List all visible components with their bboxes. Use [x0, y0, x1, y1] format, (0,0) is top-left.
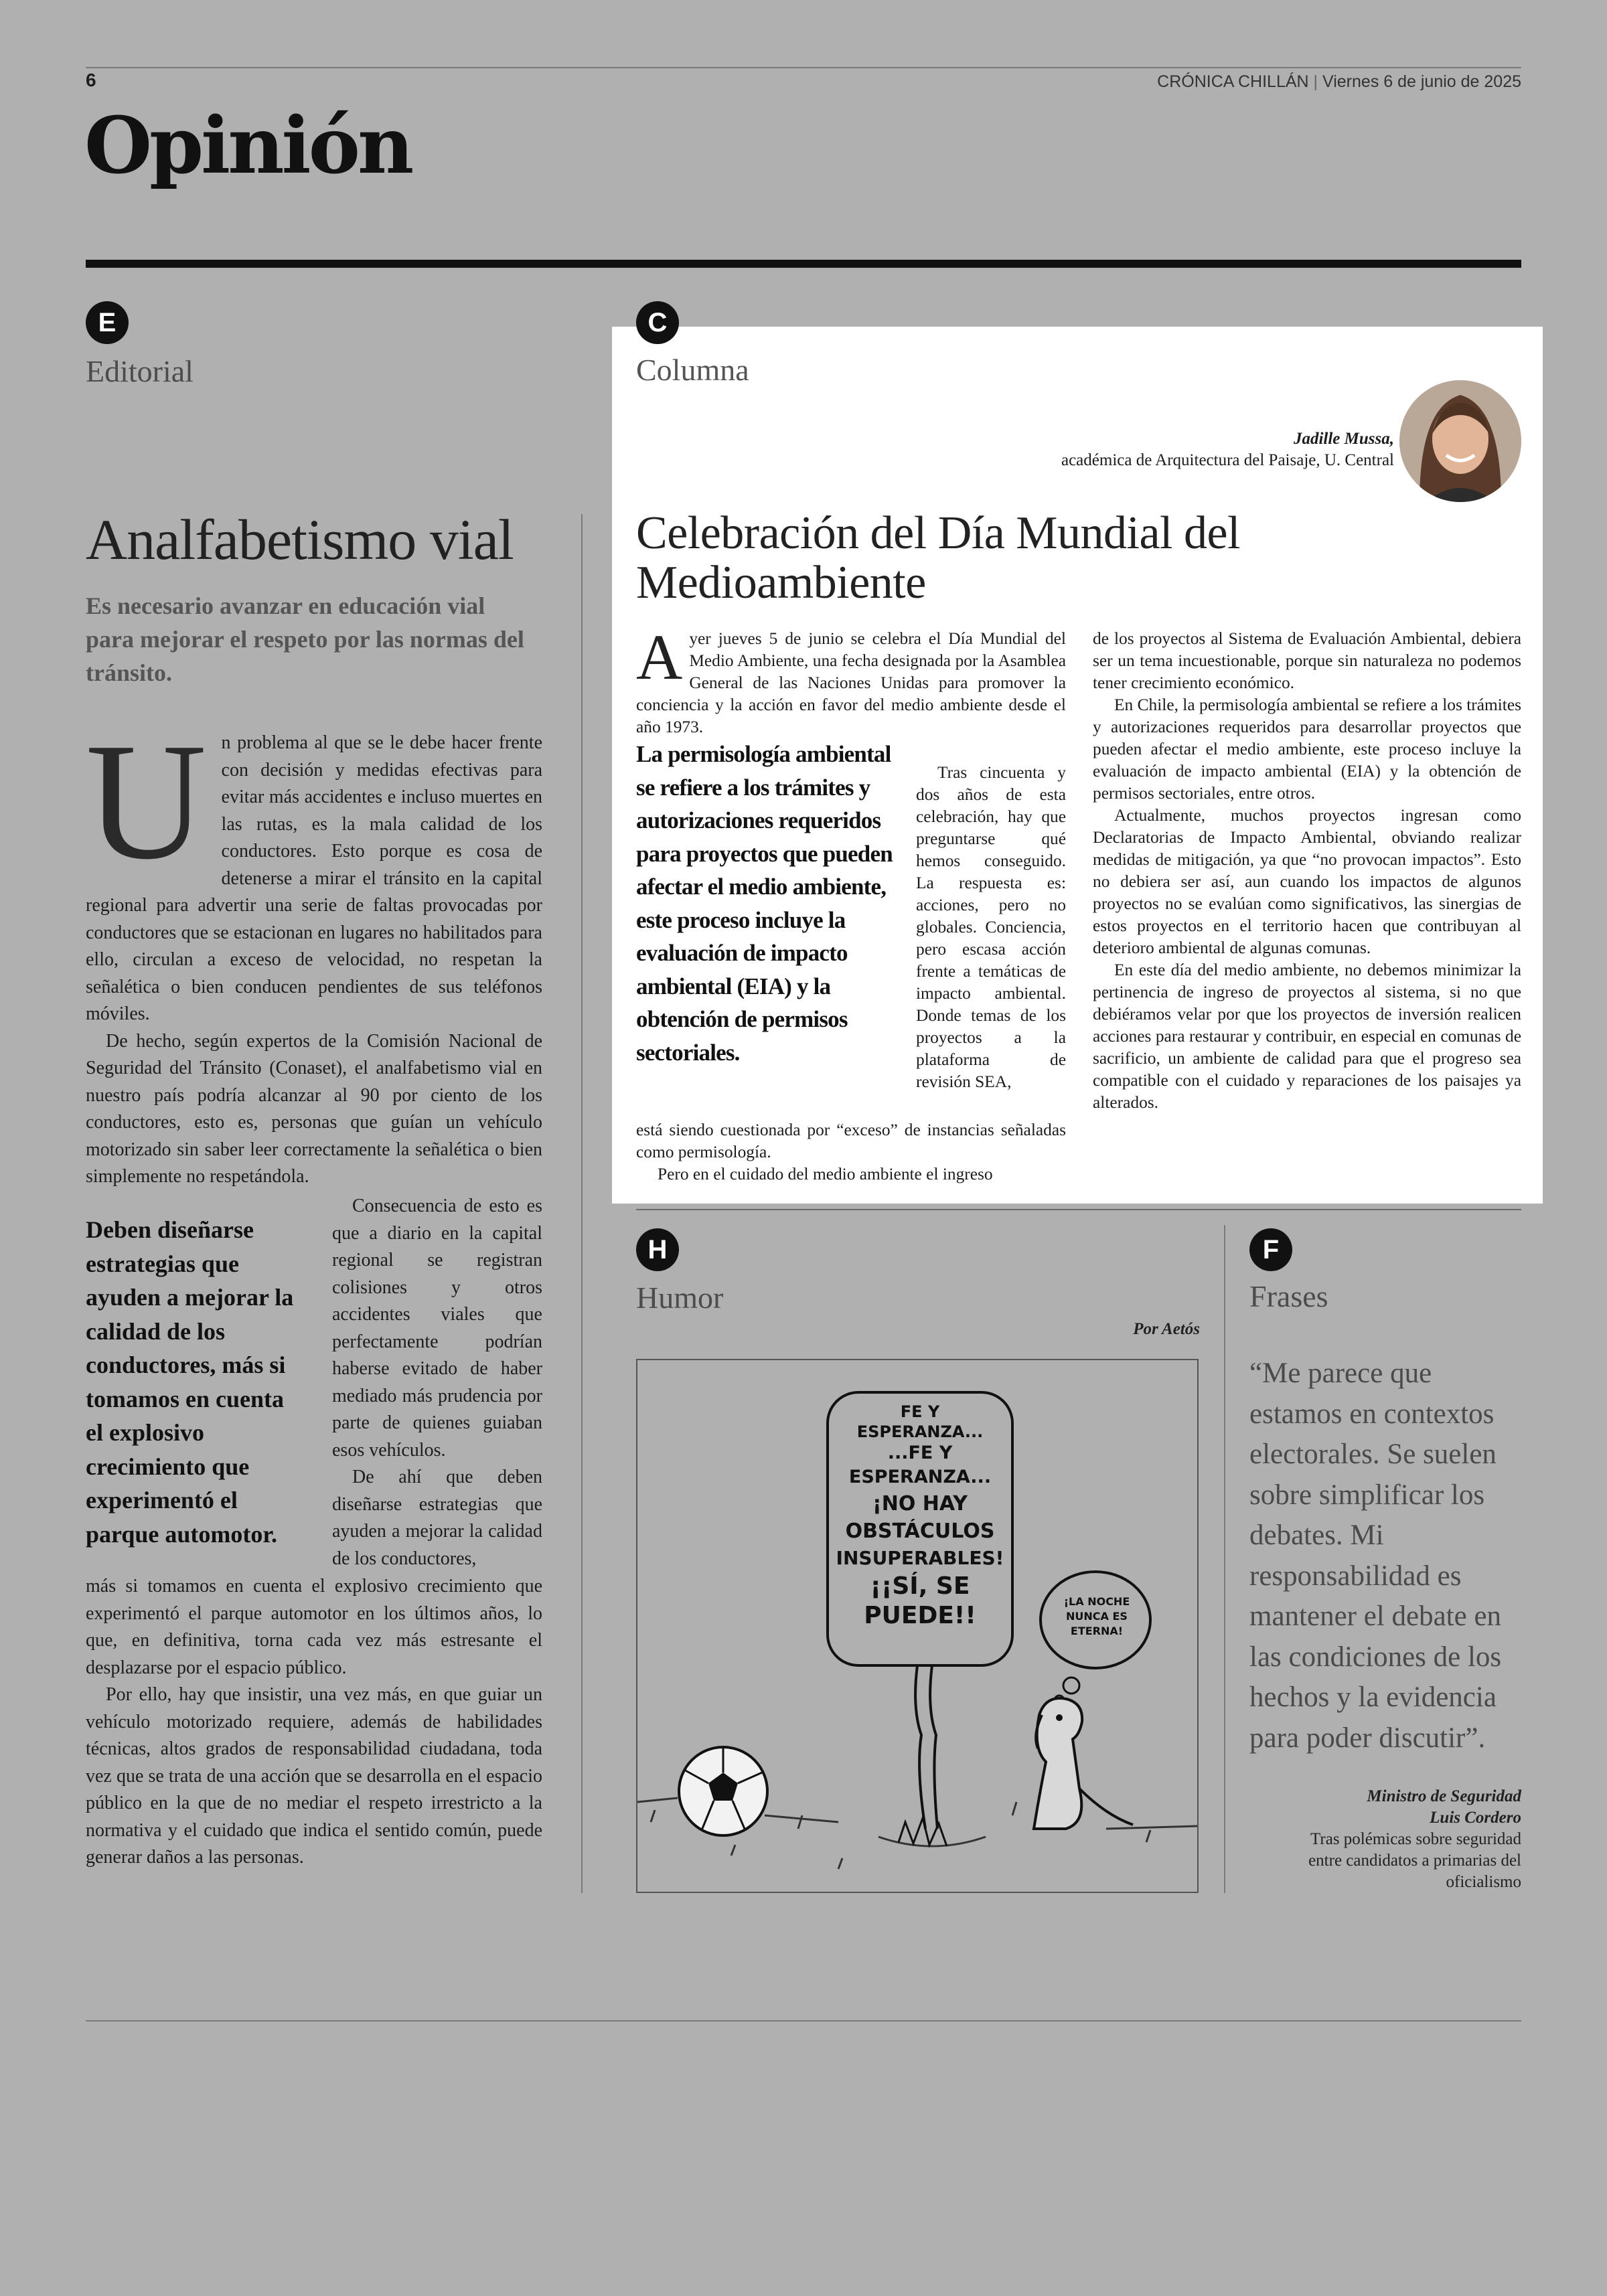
humor-frases-rule [1224, 1225, 1225, 1893]
editorial-subtitle: Es necesario avanzar en educación vial para mejorar el respeto por las normas del tránsito. [86, 592, 524, 686]
editorial-label: Editorial [86, 354, 194, 388]
footer-rule [86, 2020, 1521, 2022]
editorial-body-wrapped [332, 1193, 542, 1572]
attribution-name: Luis Cordero [1430, 1809, 1521, 1827]
editorial-para-4b: más si tomamos en cuenta el explosivo crecimiento que experimentó el parque automotor en los últimos años, lo que, en definitiva, torna cada vez más estresante el desplazarse por el espacio público. [86, 1576, 542, 1678]
column-para-1: yer jueves 5 de junio se celebra el Día Mundial del Medio Ambiente, una fecha designada por la Asamblea General de las Naciones Unidas para promover la conciencia y la acción en favor del medio ambiente desde el año 1973. [636, 629, 1066, 736]
attribution-context: Tras polémicas sobre seguridad entre candidatos a primarias del oficialismo [1308, 1830, 1521, 1891]
humor-credit: Por Aetós [1133, 1320, 1200, 1338]
editorial-icon: E [86, 301, 129, 344]
editorial-para-5: Por ello, hay que insistir, una vez más, en que guiar un vehículo motorizado requiere, además de habilidades técnicas, altos grados de responsabilidad ciudadana, toda vez que se trata de una acción que se desarrolla en el espacio público en la que de no mediar el respeto irrestricto a la normativa y el cuidado que indica el sentido común, puede generar daños a las personas. [86, 1684, 542, 1868]
column-pull-quote: La permisología ambiental se refiere a los trámites y autorizaciones requeridos para proyectos que pueden afectar el medio ambiente, este proceso incluye la evaluación de impacto ambiental (EIA) y la obtención de permisos sectoriales. [636, 741, 893, 1066]
humor-label: Humor [636, 1281, 724, 1315]
column-para-2b: está siendo cuestionada por “exceso” de instancias señaladas como permisología. [636, 1121, 1066, 1161]
column-para-4: En Chile, la permisología ambiental se refiere a los trámites y autorizaciones requeridos para desarrollar proyectos que pueden afectar el medio ambiente, este proceso incluye la evaluación de impacto ambiental (EIA) y la obtención de permisos sectoriales, entre otros. [1093, 695, 1521, 803]
page-dateline: CRÓNICA CHILLÁN | Viernes 6 de junio de 2025 [1157, 72, 1521, 91]
frases-label: Frases [1249, 1279, 1328, 1313]
header-top-rule [86, 67, 1521, 68]
cartoon-small-bubble-text [1047, 1594, 1146, 1639]
author-name: Jadille Mussa, [1293, 430, 1394, 448]
editorial-title: Analfabetismo vial [86, 507, 514, 572]
humor-icon: H [636, 1228, 679, 1271]
column-bottom-rule [636, 1209, 1521, 1210]
column-body-right [1093, 628, 1521, 1114]
small-bubble-line-1: ¡LA NOCHE [1063, 1595, 1130, 1608]
editorial-body-bottom [86, 1573, 542, 1872]
humor-cartoon [636, 1359, 1199, 1893]
editorial-column-rule [581, 514, 583, 1893]
publication-name: CRÓNICA CHILLÁN [1157, 72, 1309, 91]
author-portrait-icon [1399, 380, 1521, 502]
author-role: académica de Arquitectura del Paisaje, U. Central [1061, 451, 1394, 469]
author-photo [1399, 380, 1521, 502]
editorial-para-2: De hecho, según expertos de la Comisión Nacional de Seguridad del Tránsito (Conaset), el analfabetismo vial en nuestro país podría alcanzar al 90 por ciento de los conductores, esto es, personas que guían un vehículo motorizado sin saber leer correctamente la señalética o bien simplemente no respetándola. [86, 1030, 542, 1187]
column-para-3: Pero en el cuidado del medio ambiente el ingreso [658, 1165, 993, 1183]
column-para-2: Tras cincuenta y dos años de esta celebración, hay que preguntarse qué hemos conseguido. La respuesta es: acciones, pero no globales. Conciencia, pero escasa acción frente a temáticas de impacto ambiental. Donde temas de los proyectos a la plataforma de revisión SEA, [916, 763, 1066, 1091]
bubble-line-2: ESPERANZA... [856, 1422, 984, 1441]
column-title: Celebración del Día Mundial del Medioambiente [636, 507, 1240, 608]
column-body-left-bottom [636, 1119, 1066, 1185]
bubble-line-1: FE Y [900, 1402, 940, 1421]
issue-date: Viernes 6 de junio de 2025 [1322, 72, 1521, 91]
editorial-para-3: Consecuencia de esto es que a diario en la capital regional se registran colisiones y otros accidentes viales que perfectamente podrían haberse evitado de haber mediado más prudencia por parte de quienes guiaban esos vehículos. [332, 1196, 542, 1461]
column-dropcap: A [636, 621, 683, 693]
small-bubble-line-3: ETERNA! [1070, 1625, 1124, 1637]
header-thick-rule [86, 260, 1521, 268]
attribution-role: Ministro de Seguridad [1367, 1787, 1521, 1805]
column-icon: C [636, 301, 679, 344]
column-label: Columna [636, 353, 749, 387]
section-title: Opinión [84, 100, 412, 191]
editorial-dropcap: U [86, 709, 207, 894]
column-para-5: Actualmente, muchos proyectos ingresan como Declaratorias de Impacto Ambiental, obviando realizar medidas de mitigación, ya que “no provocan impactos”. Esto no debiera ser así, aun cuando los impactos de algunos proyectos no se evalúan como significativos, las sinergias de estos proyectos en el territorio hacen que contribuyan al deterioro ambiental de algunas comunas. [1093, 806, 1521, 957]
bubble-line-8: ¡¡SÍ, SE [870, 1572, 970, 1600]
bubble-line-3: ...FE Y [887, 1443, 953, 1463]
bubble-line-4: ESPERANZA... [848, 1467, 992, 1487]
frases-attribution [1240, 1786, 1521, 1893]
small-bubble-line-2: NUNCA ES [1066, 1610, 1128, 1623]
bubble-line-7: INSUPERABLES! [836, 1547, 1004, 1569]
column-body-left-top [636, 621, 1066, 738]
bubble-line-5: ¡NO HAY [872, 1492, 968, 1515]
column-body-narrow [916, 762, 1066, 1093]
bubble-line-9: PUEDE!! [864, 1602, 976, 1629]
column-para-3b: de los proyectos al Sistema de Evaluación Ambiental, debiera ser un tema incuestionable, porque sin naturaleza no podemos tener crecimiento económico. [1093, 629, 1521, 692]
editorial-body-top [86, 709, 542, 1191]
editorial-para-4a: De ahí que deben diseñarse estrategias que ayuden a mejorar la calidad de los conductores, [332, 1467, 542, 1569]
frases-icon: F [1249, 1228, 1292, 1271]
bubble-line-6: OBSTÁCULOS [845, 1520, 995, 1543]
editorial-para-1: n problema al que se le debe hacer frente con decisión y medidas efectivas para evitar más accidentes e incluso muertes en las rutas, es la mala calidad de los conductores. Esto porque es cosa de detenerse a mirar el tránsito en la capital regional para advertir una serie de faltas provocadas por conductores que se estacionan en lugares no habilitados para ello, circulan a exceso de velocidad, no respetan la señalética o bien conducen pendientes de sus teléfonos móviles. [86, 732, 542, 1024]
editorial-pull-quote: Deben diseñarse estrategias que ayuden a mejorar la calidad de los conductores, más si tomamos en cuenta el explosivo crecimiento que experimentó el parque automotor. [86, 1216, 294, 1548]
frases-quote: “Me parece que estamos en contextos electorales. Se suelen sobre simplificar los debates. Mi responsabilidad es mantener el debate en las condiciones de los hechos y la evidencia para poder discutir”. [1249, 1358, 1502, 1754]
cartoon-big-bubble-text [829, 1402, 1011, 1631]
column-para-6: En este día del medio ambiente, no debemos minimizar la pertinencia de ingreso de proyectos al sistema, si no que debiéramos velar por que los proyectos de inversión realicen acciones para restaurar y contribuir, en especial en comunas de sacrificio, un ambiente de calidad para que el progreso sea compatible con el cuidado y reparaciones de los paisajes ya alterados. [1093, 961, 1521, 1112]
page-number: 6 [86, 70, 96, 90]
column-byline [1061, 428, 1394, 471]
